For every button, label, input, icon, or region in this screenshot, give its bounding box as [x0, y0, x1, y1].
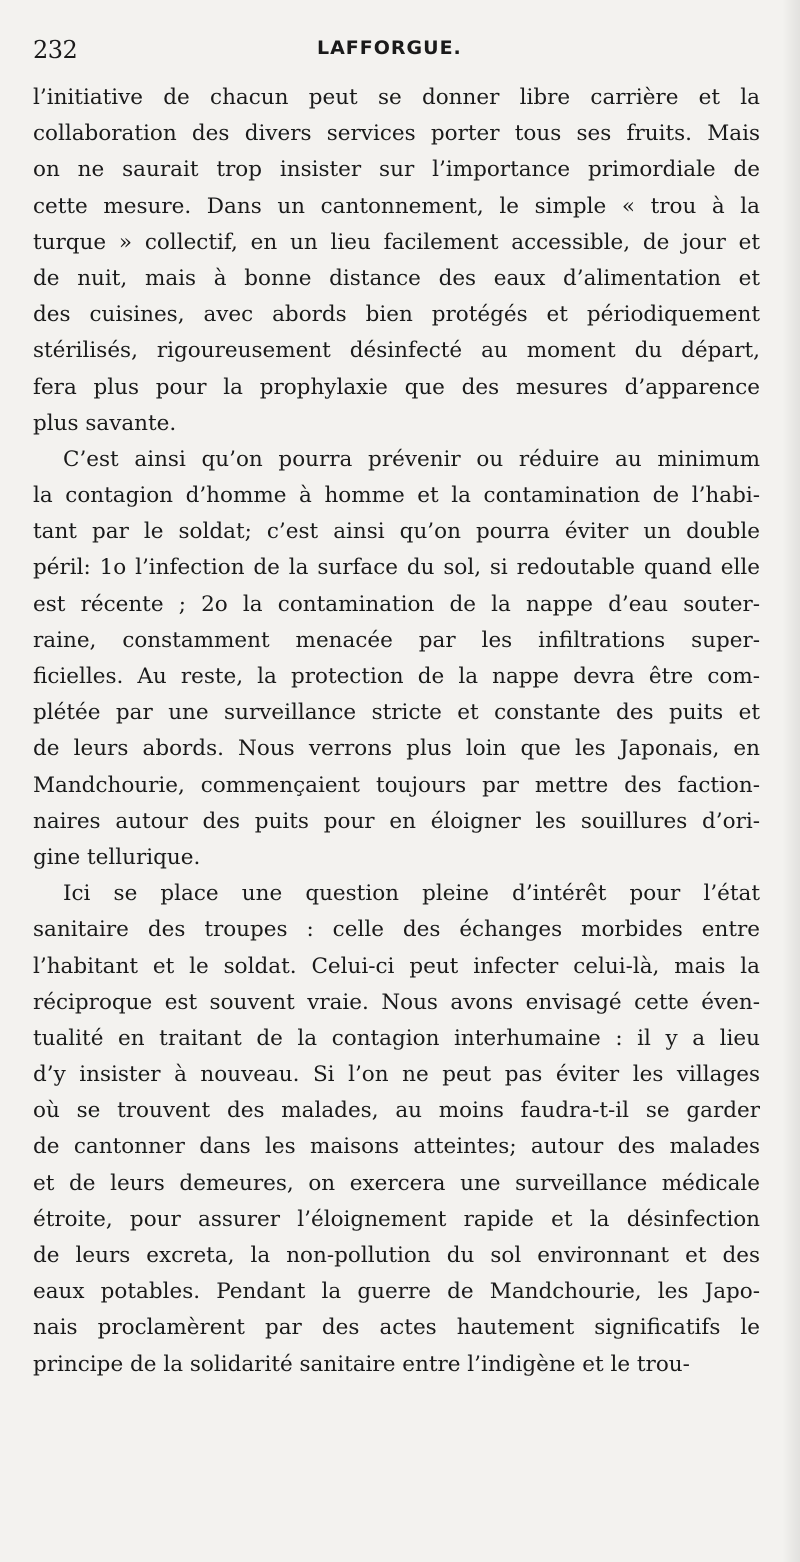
- paragraph: [33, 442, 760, 876]
- text-line: ficielles. Au reste, la protection de la nappe devra être com-: [33, 664, 760, 689]
- running-head: LAFFORGUE.: [317, 37, 462, 59]
- text-line: étroite, pour assurer l’éloignement rapide et la désinfection: [33, 1206, 760, 1232]
- text-line: tant par le soldat; c’est ainsi qu’on pourra éviter un double: [33, 519, 760, 545]
- text-line: est récente ; 2o la contamination de la nappe d’eau souter-: [33, 591, 760, 617]
- text-line: plétée par une surveillance stricte et constante des puits et: [33, 700, 760, 726]
- text-line: tualité en traitant de la contagion interhumaine : il y a lieu: [33, 1025, 760, 1051]
- body-text: [33, 80, 760, 1383]
- text-line: nais proclamèrent par des actes hautement significatifs le: [33, 1315, 760, 1341]
- text-line: collaboration des divers services porter tous ses fruits. Mais: [33, 121, 760, 147]
- text-line: l’habitant et le soldat. Celui-ci peut infecter celui-là, mais la: [33, 953, 760, 979]
- text-line: plus savante.: [33, 410, 177, 436]
- text-line: fera plus pour la prophylaxie que des mesures d’apparence: [33, 374, 760, 400]
- text-line: C’est ainsi qu’on pourra prévenir ou réduire au minimum: [63, 446, 760, 472]
- text-line: la contagion d’homme à homme et la contamination de l’habi-: [33, 483, 760, 509]
- text-line: de nuit, mais à bonne distance des eaux d’alimentation et: [33, 265, 760, 291]
- text-line: principe de la solidarité sanitaire entre l’indigène et le trou-: [33, 1351, 690, 1377]
- text-line: péril: 1o l’infection de la surface du sol, si redoutable quand elle: [33, 555, 760, 581]
- text-line: sanitaire des troupes : celle des échanges morbides entre: [33, 917, 760, 943]
- text-line: Ici se place une question pleine d’intérêt pour l’état: [63, 881, 760, 907]
- page-header: [33, 30, 760, 70]
- text-line: de leurs excreta, la non-pollution du sol environnant et des: [33, 1243, 760, 1268]
- text-line: turque » collectif, en un lieu facilement accessible, de jour et: [33, 229, 760, 255]
- text-line: des cuisines, avec abords bien protégés et périodiquement: [33, 302, 760, 328]
- text-line: stérilisés, rigoureusement désinfecté au moment du départ,: [33, 338, 760, 364]
- text-line: raine, constamment menacée par les infiltrations super-: [33, 627, 760, 653]
- page-number: 232: [33, 36, 78, 64]
- text-line: où se trouvent des malades, au moins faudra-t-il se garder: [33, 1098, 760, 1124]
- paragraph: [33, 876, 760, 1383]
- text-line: réciproque est souvent vraie. Nous avons envisagé cette éven-: [33, 989, 760, 1015]
- text-line: d’y insister à nouveau. Si l’on ne peut pas éviter les villages: [33, 1062, 760, 1088]
- text-line: Mandchourie, commençaient toujours par mettre des faction-: [33, 772, 760, 798]
- text-line: naires autour des puits pour en éloigner les souillures d’ori-: [33, 808, 760, 834]
- paragraph: [33, 80, 760, 442]
- text-line: eaux potables. Pendant la guerre de Mandchourie, les Japo-: [33, 1279, 760, 1305]
- text-line: de cantonner dans les maisons atteintes; autour des malades: [33, 1134, 760, 1160]
- text-line: gine tellurique.: [33, 844, 201, 870]
- text-line: on ne saurait trop insister sur l’importance primordiale de: [33, 157, 760, 183]
- text-line: de leurs abords. Nous verrons plus loin que les Japonais, en: [33, 736, 760, 762]
- text-line: et de leurs demeures, on exercera une surveillance médicale: [33, 1170, 760, 1196]
- text-line: cette mesure. Dans un cantonnement, le simple « trou à la: [33, 193, 760, 219]
- text-line: l’initiative de chacun peut se donner libre carrière et la: [33, 85, 760, 110]
